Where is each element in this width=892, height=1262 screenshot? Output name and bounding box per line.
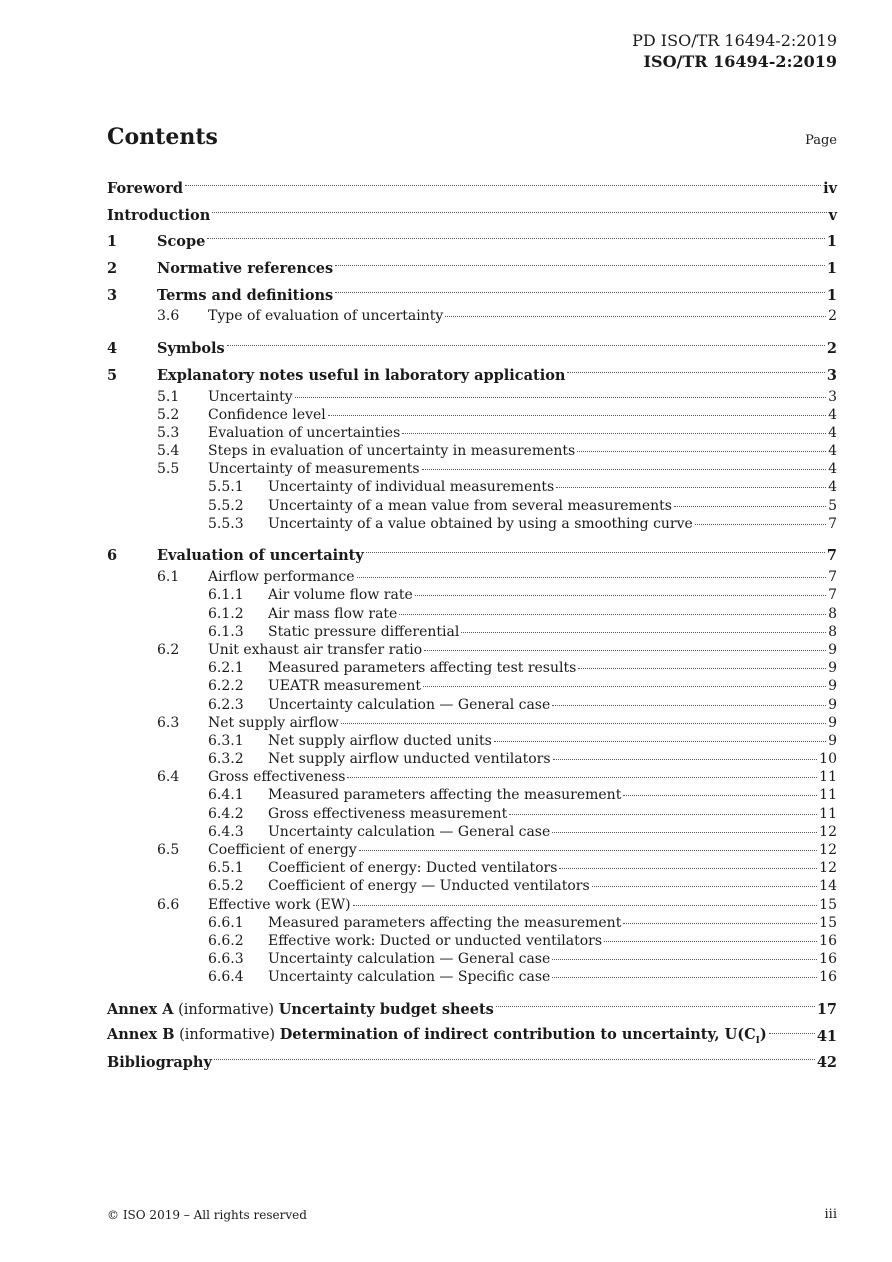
toc-entry-text: Confidence level: [208, 406, 326, 423]
toc-entry-text: Uncertainty calculation — General case: [268, 951, 551, 968]
toc-entry[interactable]: [107, 951, 837, 969]
dot-leader: [415, 595, 826, 596]
toc-entry-number: 6.4.3: [208, 823, 244, 840]
toc-entry[interactable]: [107, 516, 837, 534]
toc-entry-text: Bibliography: [107, 1054, 212, 1072]
toc-entry[interactable]: [107, 282, 837, 309]
dot-leader: [353, 905, 818, 906]
toc-entry-number: 6.6.4: [208, 969, 244, 986]
toc-entry-page: 4: [828, 461, 837, 478]
toc-entry-page: 2: [826, 339, 837, 357]
toc-entry-page: 4: [828, 424, 837, 441]
toc-entry-text: Effective work: Ducted or unducted ventilators: [268, 932, 603, 949]
toc-entry-page: 16: [819, 969, 837, 986]
toc-entry[interactable]: [107, 389, 837, 407]
toc-entry-page: 3: [826, 366, 837, 384]
toc-entry-page: 4: [828, 479, 837, 496]
toc-entry-text: Air volume flow rate: [268, 587, 413, 604]
toc-entry-annex-b[interactable]: [107, 1023, 837, 1050]
dot-leader: [295, 397, 826, 398]
toc-entry[interactable]: [107, 308, 837, 326]
toc-entry-page: 12: [819, 842, 837, 858]
dot-leader: [553, 759, 818, 760]
toc-entry-page: 1: [826, 259, 837, 277]
dot-leader: [592, 886, 817, 887]
toc-entry-page: 11: [819, 769, 837, 786]
toc-entry[interactable]: [107, 335, 837, 362]
dot-leader: [366, 552, 825, 553]
dot-leader: [674, 506, 826, 507]
toc-entry-page: 10: [819, 751, 837, 768]
toc-entry-number: 6.5.1: [208, 860, 244, 877]
toc-entry-page: 7: [828, 587, 837, 604]
dot-leader: [604, 941, 817, 942]
toc-entry-number: 3.6: [157, 308, 180, 325]
toc-entry-page: 8: [828, 623, 837, 640]
toc-entry[interactable]: [107, 933, 837, 951]
document-header: [632, 30, 837, 72]
toc-entry[interactable]: [107, 769, 837, 787]
toc-entry-number: 5.5.2: [208, 497, 244, 514]
toc-entry-page: 1: [826, 233, 837, 251]
dot-leader: [341, 723, 826, 724]
toc-entry-number: 6.1.1: [208, 587, 244, 604]
dot-leader: [328, 415, 826, 416]
toc-entry[interactable]: [107, 878, 837, 896]
dot-leader: [212, 212, 826, 213]
dot-leader: [577, 451, 826, 452]
toc-entry-number: 5.3: [157, 424, 180, 441]
toc-entry-number: 5: [107, 366, 118, 384]
dot-leader: [423, 686, 826, 687]
toc-entry-text: Uncertainty of a mean value from several measurements: [268, 497, 672, 514]
toc-entry-number: 5.2: [157, 406, 180, 423]
dot-leader: [552, 959, 817, 960]
toc-entry-text: Explanatory notes useful in laboratory application: [157, 366, 566, 384]
toc-entry-text: Measured parameters affecting test results: [268, 660, 577, 677]
dot-leader: [461, 632, 826, 633]
toc-entry-page: 15: [819, 896, 837, 913]
toc-entry[interactable]: [107, 860, 837, 878]
dot-leader: [496, 1006, 815, 1007]
dot-leader: [347, 777, 817, 778]
toc-entry-page: iv: [823, 179, 837, 197]
dot-leader: [552, 705, 826, 706]
dot-leader: [185, 185, 821, 186]
toc-entry-page: 17: [816, 1000, 837, 1018]
toc-entry-text: Annex B (informative) Determination of indirect contribution to uncertainty, $U(C_I)$: [107, 1026, 767, 1046]
toc-entry[interactable]: [107, 715, 837, 733]
copyright-notice: © ISO 2019 – All rights reserved: [107, 1208, 307, 1222]
toc-entry[interactable]: [107, 569, 837, 587]
page-title: Contents: [107, 124, 218, 150]
toc-entry-page: 5: [828, 497, 837, 514]
toc-entry-page: 11: [819, 805, 837, 822]
toc-entry[interactable]: [107, 806, 837, 824]
toc-entry-page: 7: [828, 515, 837, 532]
toc-entry-number: 4: [107, 339, 118, 357]
toc-entry-text: Air mass flow rate: [268, 605, 398, 622]
toc-entry-page: 42: [816, 1054, 837, 1072]
toc-entry-text: Type of evaluation of uncertainty: [208, 308, 444, 325]
dot-leader: [335, 292, 825, 293]
toc-entry-text: Introduction: [107, 206, 211, 224]
toc-entry-text: Foreword: [107, 179, 183, 197]
toc-entry-page: 7: [826, 547, 837, 565]
toc-entry-text: Uncertainty calculation — Specific case: [268, 969, 551, 986]
toc-entry-number: 6.5.2: [208, 878, 244, 895]
toc-entry-number: 6.1: [157, 569, 180, 586]
toc-entry-number: 6.4.2: [208, 805, 244, 822]
toc-entry-page: 1: [826, 286, 837, 304]
dot-leader: [357, 577, 827, 578]
toc-entry-page: 9: [828, 714, 837, 731]
page-number: iii: [824, 1207, 837, 1222]
toc-entry-number: 6.3: [157, 714, 180, 731]
dot-leader: [623, 795, 817, 796]
toc-entry-page: 14: [819, 878, 837, 895]
dot-leader: [567, 372, 824, 373]
toc-entry-text: Evaluation of uncertainty: [157, 547, 364, 565]
toc-entry-text: Coefficient of energy: [208, 842, 357, 858]
toc-entry-text: Gross effectiveness: [208, 769, 346, 786]
toc-entry-text: Effective work (EW): [208, 896, 351, 913]
toc-entry[interactable]: [107, 642, 837, 660]
toc-entry-number: 2: [107, 259, 118, 277]
toc-entry-number: 6.6: [157, 896, 180, 913]
header-line-2: ISO/TR 16494-2:2019: [643, 52, 837, 71]
toc-entry-text: Measured parameters affecting the measurement: [268, 787, 622, 804]
toc-entry-number: 6.1.2: [208, 605, 244, 622]
toc-entry-number: 5.5.3: [208, 515, 244, 532]
toc-entry-number: 6.4.1: [208, 787, 244, 804]
toc-entry[interactable]: [107, 606, 837, 624]
toc-entry-number: 3: [107, 286, 118, 304]
toc-entry-text: Uncertainty of individual measurements: [268, 479, 555, 496]
toc-entry-text: Symbols: [157, 339, 225, 357]
toc-entry-number: 6.2.1: [208, 660, 244, 677]
toc-entry[interactable]: [107, 587, 837, 605]
toc-entry[interactable]: [107, 697, 837, 715]
toc-entry-number: 5.4: [157, 443, 180, 460]
toc-entry-number: 6.2.3: [208, 696, 244, 713]
toc-entry-number: 6.6.2: [208, 932, 244, 949]
toc-entry-text: Normative references: [157, 259, 334, 277]
toc-entry-page: 9: [828, 696, 837, 713]
dot-leader: [359, 850, 817, 851]
toc-entry-number: 5.5.1: [208, 479, 244, 496]
dot-leader: [207, 238, 825, 239]
toc-entry[interactable]: [107, 425, 837, 443]
dot-leader: [227, 345, 825, 346]
toc-entry-page: 12: [819, 860, 837, 877]
toc-entry-text: Steps in evaluation of uncertainty in measurements: [208, 443, 576, 460]
toc-entry-text: Coefficient of energy — Unducted ventilators: [268, 878, 590, 895]
toc-entry[interactable]: [107, 787, 837, 805]
toc-entry[interactable]: [107, 479, 837, 497]
dot-leader: [335, 265, 825, 266]
toc-entry-page: 9: [828, 660, 837, 677]
toc-entry-page: v: [828, 206, 837, 224]
toc-entry-text: Net supply airflow: [208, 714, 339, 731]
toc-entry-text: Gross effectiveness measurement: [268, 805, 508, 822]
toc-entry-number: 6.3.1: [208, 732, 244, 749]
toc-entry[interactable]: [107, 733, 837, 751]
toc-entry[interactable]: [107, 897, 837, 915]
toc-entry-text: Uncertainty calculation — General case: [268, 696, 551, 713]
dot-leader: [494, 741, 826, 742]
toc-entry[interactable]: [107, 498, 837, 516]
dot-leader: [399, 614, 826, 615]
toc-entry-page: 8: [828, 605, 837, 622]
toc-entry-text: Uncertainty of a value obtained by using a smoothing curve: [268, 515, 693, 532]
toc-entry-number: 6.1.3: [208, 623, 244, 640]
dot-leader: [424, 650, 826, 651]
dot-leader: [422, 469, 826, 470]
toc-entry[interactable]: [107, 407, 837, 425]
toc-entry[interactable]: [107, 842, 837, 860]
toc-entry-number: 6.4: [157, 769, 180, 786]
toc-entry-text: Scope: [157, 233, 206, 251]
toc-entry[interactable]: [107, 915, 837, 933]
toc-entry-text: Static pressure differential: [268, 623, 460, 640]
toc-entry[interactable]: [107, 461, 837, 479]
toc-entry[interactable]: [107, 175, 837, 202]
toc-entry[interactable]: [107, 202, 837, 229]
toc-entry[interactable]: [107, 824, 837, 842]
header-line-1: PD ISO/TR 16494-2:2019: [632, 31, 837, 50]
toc-entry-text: UEATR measurement: [268, 678, 421, 695]
toc-entry-number: 1: [107, 233, 118, 251]
toc-entry-text: Evaluation of uncertainties: [208, 424, 401, 441]
dot-leader: [578, 668, 826, 669]
toc-entry-text: Measured parameters affecting the measurement: [268, 914, 622, 931]
toc-entry-number: 6: [107, 547, 118, 565]
toc-entry-annex-a[interactable]: [107, 996, 837, 1023]
toc-entry-text: Net supply airflow unducted ventilators: [268, 751, 551, 768]
toc-entry[interactable]: [107, 751, 837, 769]
toc-entry-text: Uncertainty of measurements: [208, 461, 420, 478]
dot-leader: [552, 832, 817, 833]
dot-leader: [623, 923, 817, 924]
toc-entry[interactable]: [107, 228, 837, 255]
dot-leader: [445, 316, 826, 317]
toc-entry[interactable]: [107, 255, 837, 282]
toc-entry[interactable]: [107, 543, 837, 570]
toc-entry-page: 3: [828, 388, 837, 405]
toc-entry-page: 7: [828, 569, 837, 586]
toc-entry[interactable]: [107, 624, 837, 642]
toc-entry-number: 5.1: [157, 388, 180, 405]
toc-entry-page: 16: [819, 951, 837, 968]
toc-entry-bibliography[interactable]: [107, 1049, 837, 1076]
toc-entry-text: Airflow performance: [208, 569, 355, 586]
table-of-contents: [107, 175, 837, 1076]
dot-leader: [214, 1059, 815, 1060]
dot-leader: [559, 868, 817, 869]
toc-entry-page: 2: [828, 308, 837, 325]
toc-entry-text: Annex A (informative) Uncertainty budget sheets: [107, 1000, 494, 1018]
toc-entry-number: 6.6.1: [208, 914, 244, 931]
toc-entry-number: 6.6.3: [208, 951, 244, 968]
toc-entry-text: Coefficient of energy: Ducted ventilators: [268, 860, 558, 877]
toc-entry-text: Unit exhaust air transfer ratio: [208, 641, 423, 658]
toc-entry-page: 11: [819, 787, 837, 804]
toc-entry-number: 6.2: [157, 641, 180, 658]
toc-entry-page: 9: [828, 678, 837, 695]
dot-leader: [552, 977, 817, 978]
toc-entry[interactable]: [107, 660, 837, 678]
dot-leader: [402, 433, 826, 434]
toc-entry-page: 41: [816, 1027, 837, 1045]
toc-entry[interactable]: [107, 678, 837, 696]
toc-entry[interactable]: [107, 443, 837, 461]
toc-entry[interactable]: [107, 362, 837, 389]
toc-entry[interactable]: [107, 969, 837, 987]
toc-entry-page: 9: [828, 732, 837, 749]
page-column-label: Page: [805, 133, 837, 148]
toc-entry-number: 6.3.2: [208, 751, 244, 768]
toc-entry-page: 9: [828, 641, 837, 658]
toc-entry-text: Terms and definitions: [157, 286, 334, 304]
dot-leader: [556, 487, 826, 488]
toc-entry-text: Net supply airflow ducted units: [268, 732, 492, 749]
dot-leader: [695, 524, 826, 525]
toc-entry-page: 4: [828, 406, 837, 423]
dot-leader: [509, 814, 817, 815]
toc-entry-page: 4: [828, 443, 837, 460]
toc-entry-number: 6.2.2: [208, 678, 244, 695]
toc-entry-page: 15: [819, 914, 837, 931]
dot-leader: [769, 1033, 815, 1034]
toc-entry-number: 5.5: [157, 461, 180, 478]
toc-entry-page: 16: [819, 932, 837, 949]
toc-entry-text: Uncertainty: [208, 388, 293, 405]
toc-entry-text: Uncertainty calculation — General case: [268, 823, 551, 840]
toc-entry-page: 12: [819, 823, 837, 840]
toc-entry-number: 6.5: [157, 842, 180, 858]
